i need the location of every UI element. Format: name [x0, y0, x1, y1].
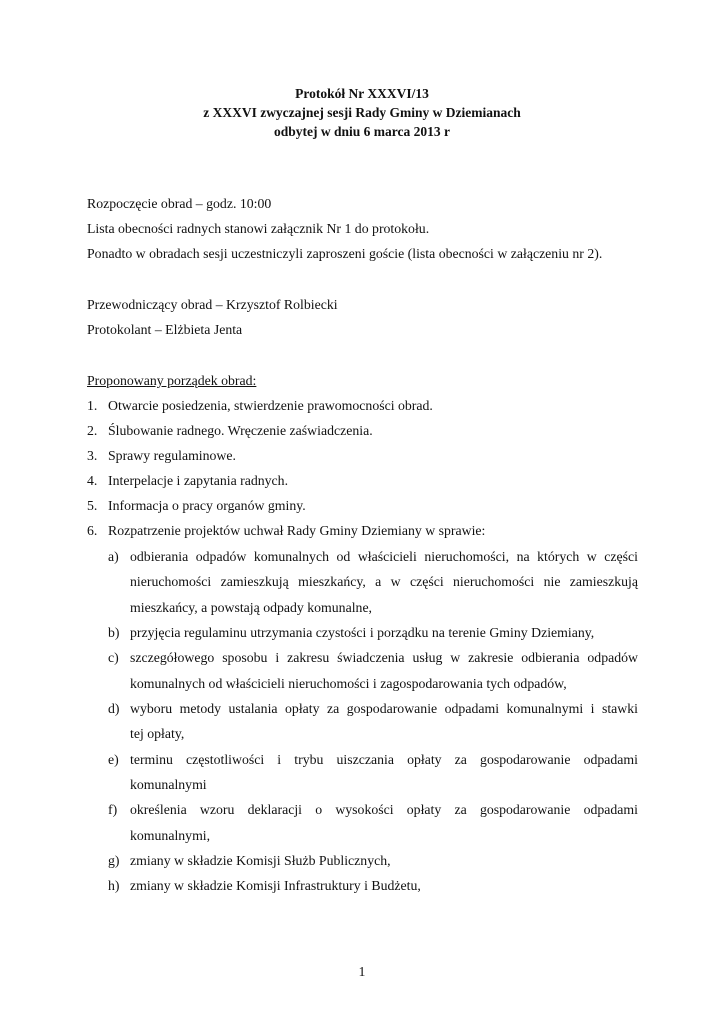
agenda-item-number: 2.: [87, 423, 98, 438]
subitem-text: określenia wzoru deklaracji o wysokości opłaty za gospodarowanie odpadami: [130, 802, 638, 817]
subitem-letter: g): [108, 853, 120, 868]
guests-note: Ponadto w obradach sesji uczestniczyli zaproszeni goście (lista obecności w załączeniu nr 2).: [87, 246, 603, 261]
subitem-letter: d): [108, 701, 120, 716]
subitem-letter: a): [108, 549, 119, 564]
document-title: [0, 84, 724, 141]
subitem-letter: b): [108, 625, 120, 640]
agenda-heading: Proponowany porządek obrad:: [87, 373, 257, 388]
subitem-text: tej opłaty,: [130, 726, 185, 741]
subitem-text: mieszkańcy, a powstają odpady komunalne,: [130, 600, 373, 615]
subitem-text: komunalnymi,: [130, 828, 211, 843]
agenda-item-text: Sprawy regulaminowe.: [108, 448, 236, 463]
subitem-text: terminu częstotliwości i trybu uiszczania opłaty za gospodarowanie odpadami: [130, 752, 638, 767]
subitem-text: komunalnych od właścicieli nieruchomości i zagospodarowania tych odpadów,: [130, 676, 567, 691]
subitem-text: szczegółowego sposobu i zakresu świadczenia usług w zakresie odbierania odpadów: [130, 650, 638, 665]
subitem-text: zmiany w składzie Komisji Służb Publicznych,: [130, 853, 391, 868]
subitem-text: komunalnymi: [130, 777, 207, 792]
subitem-letter: e): [108, 752, 119, 767]
subitem-text: wyboru metody ustalania opłaty za gospodarowanie odpadami komunalnymi i stawki: [130, 701, 638, 716]
title-line-1: Protokół Nr XXXVI/13: [295, 86, 429, 101]
subitem-letter: h): [108, 878, 120, 893]
agenda-item-number: 3.: [87, 448, 98, 463]
agenda-item-text: Informacja o pracy organów gminy.: [108, 498, 306, 513]
agenda-item-number: 4.: [87, 473, 98, 488]
subitem-text: zmiany w składzie Komisji Infrastruktury i Budżetu,: [130, 878, 421, 893]
chairperson: Przewodniczący obrad – Krzysztof Rolbiecki: [87, 297, 338, 312]
subitem-letter: f): [108, 802, 118, 817]
agenda-item-text: Ślubowanie radnego. Wręczenie zaświadczenia.: [108, 423, 373, 438]
subitem-letter: c): [108, 650, 119, 665]
subitem-text: nieruchomości zamieszkują mieszkańcy, a w części nieruchomości nie zamieszkują: [130, 574, 638, 589]
agenda-item-number: 5.: [87, 498, 98, 513]
agenda-item-text: Interpelacje i zapytania radnych.: [108, 473, 289, 488]
agenda-item-number: 6.: [87, 523, 98, 538]
subitem-text: odbierania odpadów komunalnych od właścicieli nieruchomości, na których w części: [130, 549, 638, 564]
subitem-text: przyjęcia regulaminu utrzymania czystości i porządku na terenie Gminy Dziemiany,: [130, 625, 595, 640]
attendance-note: Lista obecności radnych stanowi załącznik Nr 1 do protokołu.: [87, 221, 430, 236]
agenda-item-text: Otwarcie posiedzenia, stwierdzenie prawomocności obrad.: [108, 398, 433, 413]
title-line-3: odbytej w dniu 6 marca 2013 r: [273, 124, 450, 139]
agenda-item-text: Rozpatrzenie projektów uchwał Rady Gminy Dziemiany w sprawie:: [108, 523, 486, 538]
page-number: 1: [358, 964, 366, 979]
recorder: Protokolant – Elżbieta Jenta: [87, 322, 243, 337]
agenda-item-number: 1.: [87, 398, 98, 413]
session-start: Rozpoczęcie obrad – godz. 10:00: [87, 196, 272, 211]
title-line-2: z XXXVI zwyczajnej sesji Rady Gminy w Dziemianach: [203, 105, 521, 120]
